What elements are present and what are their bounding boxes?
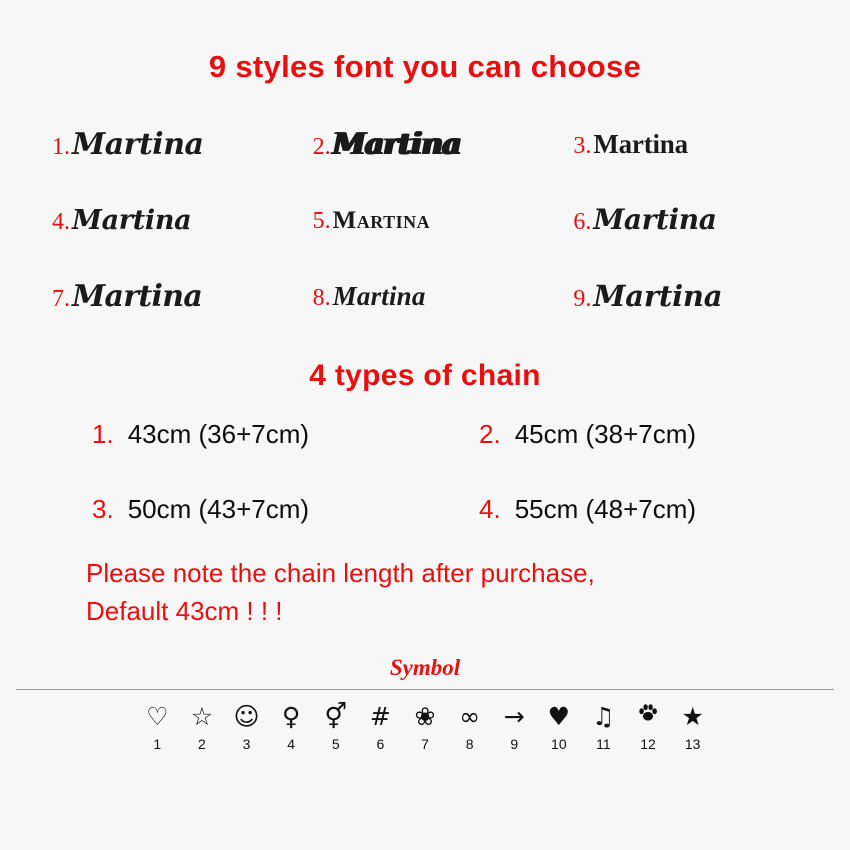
- symbol-option-number: 3: [242, 735, 251, 752]
- font-option-number: 8.: [312, 284, 331, 311]
- hash-icon: #: [369, 701, 391, 731]
- symbol-option-number: 2: [198, 735, 206, 752]
- font-option-sample: Martina: [332, 126, 461, 162]
- font-option-number: 5.: [312, 207, 331, 234]
- font-option-number: 9.: [573, 285, 592, 312]
- font-option-sample: Martina: [593, 203, 717, 236]
- music-note-icon: ♫: [592, 701, 615, 731]
- font-option-3[interactable]: [555, 128, 816, 160]
- symbol-option-number: 10: [551, 735, 567, 752]
- fonts-section-heading: 9 styles font you can choose: [208, 49, 642, 84]
- symbol-option-2[interactable]: [191, 702, 213, 752]
- font-option-5[interactable]: [295, 208, 556, 235]
- symbol-option-12[interactable]: [637, 702, 659, 752]
- font-option-8[interactable]: [295, 280, 556, 312]
- font-option-number: 3.: [573, 132, 592, 159]
- star-outline-icon: ☆: [190, 701, 214, 731]
- chain-option-label: 50cm (43+7cm): [127, 494, 310, 524]
- chain-note-line-2: Default 43cm ! ! !: [86, 595, 283, 626]
- symbol-option-number: 4: [287, 735, 296, 752]
- symbol-section-title: Symbol: [389, 654, 461, 680]
- chain-option-2[interactable]: [425, 419, 804, 450]
- flower-icon: ❀: [414, 701, 436, 731]
- symbol-option-4[interactable]: [282, 702, 300, 752]
- paw-print-icon: [637, 702, 659, 732]
- female-sign-icon: ♀: [281, 701, 301, 731]
- male-sign-icon: ⚥: [324, 701, 348, 731]
- arrow-right-icon: →: [503, 701, 525, 731]
- symbol-option-number: 6: [376, 735, 385, 752]
- symbol-option-number: 9: [510, 735, 519, 752]
- chain-option-number: 3.: [92, 494, 114, 524]
- symbol-option-6[interactable]: [370, 702, 391, 752]
- smiley-face-icon: ☺: [233, 701, 260, 731]
- chain-section-heading: 4 types of chain: [309, 359, 541, 392]
- symbol-option-11[interactable]: [592, 702, 614, 752]
- symbol-option-number: 8: [465, 735, 474, 752]
- symbol-option-7[interactable]: [415, 702, 436, 752]
- chain-note: [86, 555, 786, 631]
- symbol-option-8[interactable]: [459, 702, 480, 752]
- chain-option-number: 4.: [479, 494, 501, 524]
- symbol-option-5[interactable]: [324, 702, 347, 752]
- font-option-number: 4.: [52, 208, 70, 235]
- symbol-option-number: 1: [153, 735, 162, 752]
- symbol-option-number: 5: [331, 735, 340, 752]
- font-option-sample: Martina: [72, 278, 203, 314]
- chain-option-label: 55cm (48+7cm): [514, 494, 697, 524]
- chain-option-list: [46, 419, 804, 525]
- chain-option-number: 1.: [92, 419, 114, 449]
- font-option-sample: Martina: [72, 126, 204, 162]
- font-option-9[interactable]: [555, 278, 816, 313]
- star-filled-icon: ★: [681, 701, 704, 731]
- font-option-sample: Martina: [593, 278, 723, 313]
- chain-option-label: 43cm (36+7cm): [127, 419, 310, 449]
- font-option-sample: Martina: [332, 206, 431, 234]
- font-style-grid: [34, 107, 816, 335]
- symbol-list: [135, 702, 715, 752]
- font-option-sample: Martina: [593, 128, 688, 159]
- chain-note-line-1: Please note the chain length after purchase,: [86, 558, 595, 588]
- chain-option-4[interactable]: [425, 494, 804, 525]
- symbol-option-number: 12: [640, 735, 656, 752]
- symbol-option-number: 7: [421, 735, 429, 752]
- chain-option-number: 2.: [479, 419, 501, 449]
- chain-option-3[interactable]: [46, 494, 425, 525]
- font-option-sample: Martina: [72, 204, 192, 236]
- font-option-number: 6.: [573, 209, 592, 235]
- chain-option-1[interactable]: [46, 419, 425, 450]
- font-option-6[interactable]: [555, 203, 816, 236]
- symbol-option-number: 11: [596, 735, 611, 752]
- heart-outline-icon: ♡: [146, 701, 169, 731]
- font-option-4[interactable]: [34, 204, 295, 236]
- symbol-option-13[interactable]: [681, 702, 703, 752]
- font-option-sample: Martina: [332, 280, 426, 311]
- symbol-option-1[interactable]: [146, 702, 168, 752]
- font-option-number: 1.: [52, 133, 70, 160]
- infinity-icon: ∞: [459, 701, 481, 731]
- font-option-1[interactable]: [34, 126, 295, 162]
- symbol-option-9[interactable]: [504, 702, 525, 752]
- font-option-7[interactable]: [34, 278, 295, 314]
- font-option-number: 7.: [52, 285, 70, 312]
- symbol-option-10[interactable]: [548, 702, 570, 752]
- divider: [16, 689, 834, 690]
- heart-filled-icon: ♥: [547, 701, 571, 731]
- symbol-option-3[interactable]: [234, 702, 260, 752]
- chain-option-label: 45cm (38+7cm): [514, 419, 697, 449]
- symbol-option-number: 13: [684, 735, 701, 752]
- font-option-number: 2.: [312, 133, 331, 160]
- font-option-2[interactable]: [295, 126, 556, 162]
